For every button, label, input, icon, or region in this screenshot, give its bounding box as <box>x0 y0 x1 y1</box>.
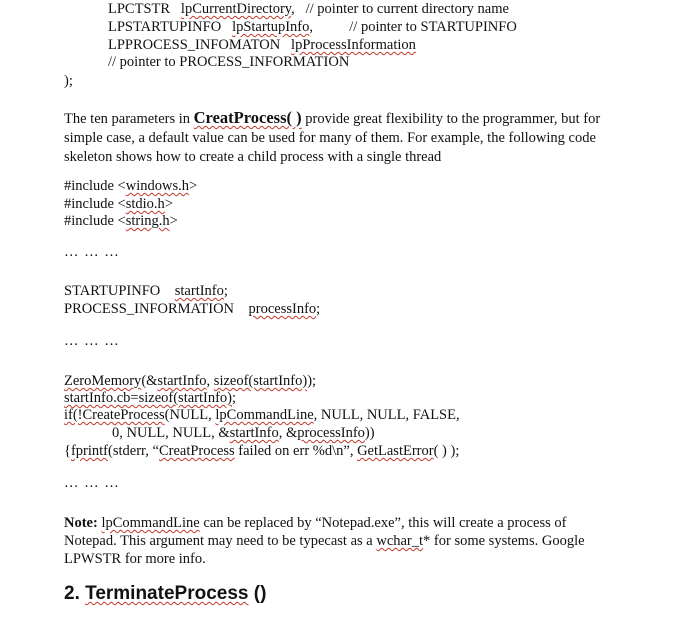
code-func: if(!CreateProcess <box>64 407 165 423</box>
decl-startupinfo <box>64 283 228 300</box>
ellipsis-2: … … … <box>64 333 120 349</box>
code-text: failed on err %d\n”, <box>234 443 358 459</box>
section-heading-terminate-process <box>64 583 266 605</box>
include-directive: #include < <box>64 213 126 229</box>
heading-name: TerminateProcess <box>85 583 249 604</box>
note-wchar: wchar_t <box>376 533 424 549</box>
param-comment: // pointer to STARTUPINFO <box>349 19 517 35</box>
decl-var: startInfo <box>174 283 224 299</box>
code-text: ; <box>232 390 237 406</box>
include-close: > <box>169 213 178 229</box>
intro-text-before: The ten parameters in <box>64 111 194 127</box>
include-directive: #include < <box>64 178 126 194</box>
param-name: lpCurrentDirectory <box>180 1 292 17</box>
note-paragraph <box>64 514 604 568</box>
code-var: startInfo <box>157 373 207 389</box>
heading-number: 2. <box>64 583 86 604</box>
code-var: CreatProcess <box>158 443 235 459</box>
param-type: LPSTARTUPINFO <box>108 19 222 35</box>
note-cmdline: lpCommandLine <box>101 515 200 531</box>
code-text: (NULL, <box>164 407 216 423</box>
decl-type: PROCESS_INFORMATION <box>64 301 235 317</box>
code-text: , <box>206 373 214 389</box>
code-text: (stderr, “ <box>108 443 159 459</box>
intro-paragraph <box>64 108 624 167</box>
include-line-string <box>64 213 178 230</box>
param-line-current-directory: LPCTSTR lpCurrentDirectory, // pointer to current directory name <box>108 1 509 17</box>
code-text: (& <box>141 373 158 389</box>
code-func: GetLastError <box>357 443 434 459</box>
code-var: startInfo.cb=sizeof(startInfo) <box>64 390 233 406</box>
code-text: , & <box>278 425 298 441</box>
ellipsis-1: … … … <box>64 244 120 260</box>
code-line-zeromemory <box>64 373 316 390</box>
code-text: )) <box>364 425 375 441</box>
decl-process-information <box>64 301 320 318</box>
decl-var: processInfo <box>248 301 317 317</box>
include-header: string.h <box>125 213 170 229</box>
code-var: lpCommandLine <box>215 407 314 423</box>
include-line-stdio <box>64 196 173 213</box>
param-line-process-information <box>108 37 416 54</box>
creatprocess-function-name: CreatProcess( ) <box>193 108 302 127</box>
code-text: ( ) ); <box>433 443 460 459</box>
code-line-createprocess-args <box>112 425 375 442</box>
code-text: 0, NULL, NULL, & <box>112 425 230 441</box>
param-comment: // pointer to PROCESS_INFORMATION <box>108 54 350 70</box>
code-text: , NULL, NULL, FALSE, <box>313 407 460 423</box>
decl-end: ; <box>316 301 321 317</box>
code-text: { <box>64 443 71 459</box>
code-var: startInfo <box>229 425 279 441</box>
param-type: LPPROCESS_INFOMATON <box>108 37 281 53</box>
decl-type: STARTUPINFO <box>64 283 161 299</box>
param-name: lpStartupInfo <box>232 19 310 35</box>
decl-end: ; <box>223 283 228 299</box>
code-text: ); <box>307 373 317 389</box>
note-text: * for some systems. Google LPWSTR for more info. <box>64 533 585 567</box>
include-header: stdio.h <box>125 196 165 212</box>
ellipsis-3: … … … <box>64 475 120 491</box>
code-line-cb <box>64 390 236 407</box>
include-directive: #include < <box>64 196 126 212</box>
intro-text-after: provide great flexibility to the programmer, but for simple case, a default value can be used for many of them. For example, the following code skeleton shows how to create a child process with a single thread <box>64 111 601 165</box>
include-close: > <box>164 196 173 212</box>
param-line-startup-info: LPSTARTUPINFO lpStartupInfo, // pointer to STARTUPINFO <box>108 19 517 35</box>
code-func: ZeroMemory <box>64 373 142 389</box>
param-name: lpProcessInformation <box>291 37 416 53</box>
note-label: Note: <box>64 515 98 531</box>
param-comment: // pointer to current directory name <box>305 1 509 17</box>
param-list-close: ); <box>64 73 73 89</box>
code-func: fprintf <box>70 443 109 459</box>
param-line-comment <box>108 54 349 71</box>
param-type: LPCTSTR <box>108 1 171 17</box>
include-header: windows.h <box>125 178 189 194</box>
include-close: > <box>188 178 198 194</box>
include-line-windows <box>64 178 197 195</box>
code-line-createprocess <box>64 407 460 424</box>
heading-parens: () <box>248 583 267 604</box>
note-text: can be replaced by “Notepad.exe”, this will create a process of Notepad. This argument may need to be typecast as a <box>64 515 567 549</box>
code-sizeof: sizeof(startInfo) <box>213 373 308 389</box>
code-line-fprintf <box>64 443 459 460</box>
code-var: processInfo <box>297 425 365 441</box>
